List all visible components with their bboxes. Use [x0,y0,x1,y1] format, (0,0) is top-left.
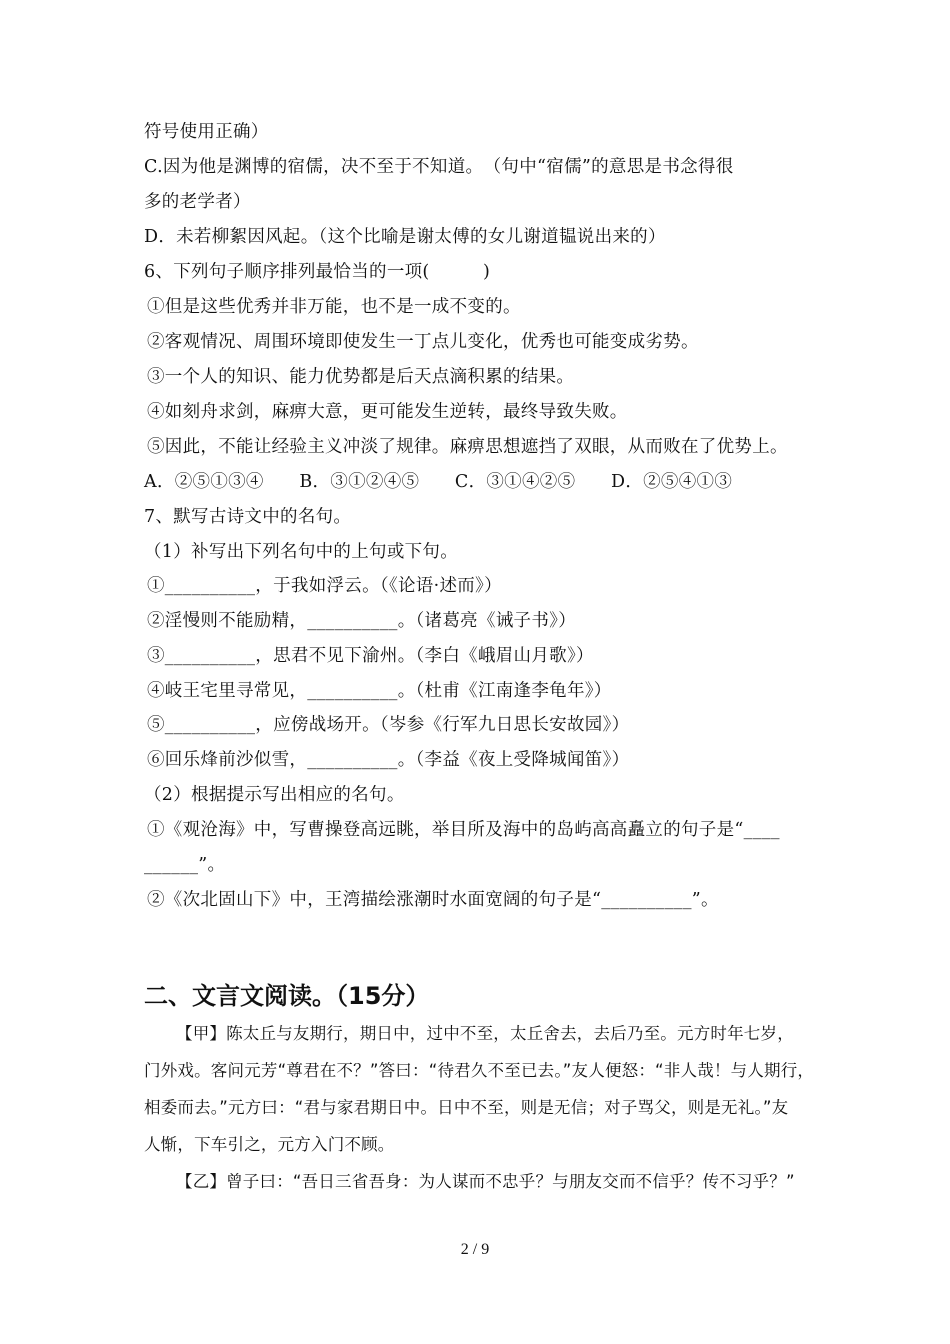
passage-b-line: 【乙】曾子曰：“吾日三省吾身：为人谋而不忠乎？与朋友交而不信乎？传不习乎？” [176,1172,795,1191]
question-7: 7、默写古诗文中的名句。 [144,507,352,527]
sentence-2: ②客观情况、周围环境即使发生一丁点儿变化，优秀也可能变成劣势。 [147,332,699,352]
sentence-4: ④如刻舟求剑，麻痹大意，更可能发生逆转，最终导致失败。 [147,402,628,422]
passage-a-line: 相委而去。”元方曰：“君与家君期日中。日中不至，则是无信；对子骂父，则是无礼。”友 [144,1098,789,1117]
page-number: 2 / 9 [460,1241,490,1258]
answer-options: A．②⑤①③④ B．③①②④⑤ C．③①④②⑤ D．②⑤④①③ [144,472,733,492]
passage-a-line: 【甲】陈太丘与友期行，期日中，过中不至，太丘舍去，去后乃至。元方时年七岁， [176,1024,794,1043]
sub-question-1: （1）补写出下列名句中的上句或下句。 [144,542,459,562]
option-d-line: D．未若柳絮因风起。（这个比喻是谢太傅的女儿谢道韫说出来的） [144,227,666,247]
fill-blank-6: ⑥回乐烽前沙似雪，__________。（李益《夜上受降城闻笛》） [147,750,630,770]
prompt-line-2: ②《次北固山下》中，王湾描绘涨潮时水面宽阔的句子是“__________”。 [147,890,719,910]
sub-question-2: （2）根据提示写出相应的名句。 [144,785,405,805]
text-line: 多的老学者） [144,192,251,212]
sentence-5: ⑤因此，不能让经验主义冲淡了规律。麻痹思想遮挡了双眼，从而败在了优势上。 [147,437,788,457]
prompt-line-1: ①《观沧海》中，写曹操登高远眺，举目所及海中的岛屿高高矗立的句子是“____ [147,820,780,840]
text-line: 符号使用正确） [144,122,269,142]
sentence-1: ①但是这些优秀并非万能，也不是一成不变的。 [147,297,521,317]
section-heading: 二、文言文阅读。（15分） [144,982,430,1010]
sentence-3: ③一个人的知识、能力优势都是后天点滴积累的结果。 [147,367,575,387]
passage-a-line: 人惭，下车引之，元方入门不顾。 [144,1135,395,1154]
fill-blank-2: ②淫慢则不能励精，__________。（诸葛亮《诫子书》） [147,611,576,631]
fill-blank-5: ⑤__________，应傍战场开。（岑参《行军九日思长安故园》） [147,715,630,735]
passage-a-line: 门外戏。客问元芳“尊君在不？”答曰：“待君久不至已去。”友人便怒：“非人哉！与人期行， [144,1061,815,1080]
fill-blank-3: ③__________，思君不见下渝州。（李白《峨眉山月歌》） [147,646,594,666]
option-c-line: C.因为他是渊博的宿儒，决不至于不知道。 （句中“宿儒”的意思是书念得很 [144,157,734,177]
prompt-line-1-cont: ______”。 [144,855,226,875]
question-6: 6、下列句子顺序排列最恰当的一项( ) [144,262,491,282]
fill-blank-4: ④岐王宅里寻常见，__________。（杜甫《江南逢李龟年》） [147,681,612,701]
fill-blank-1: ①__________，于我如浮云。（《论语·述而》） [147,576,502,596]
